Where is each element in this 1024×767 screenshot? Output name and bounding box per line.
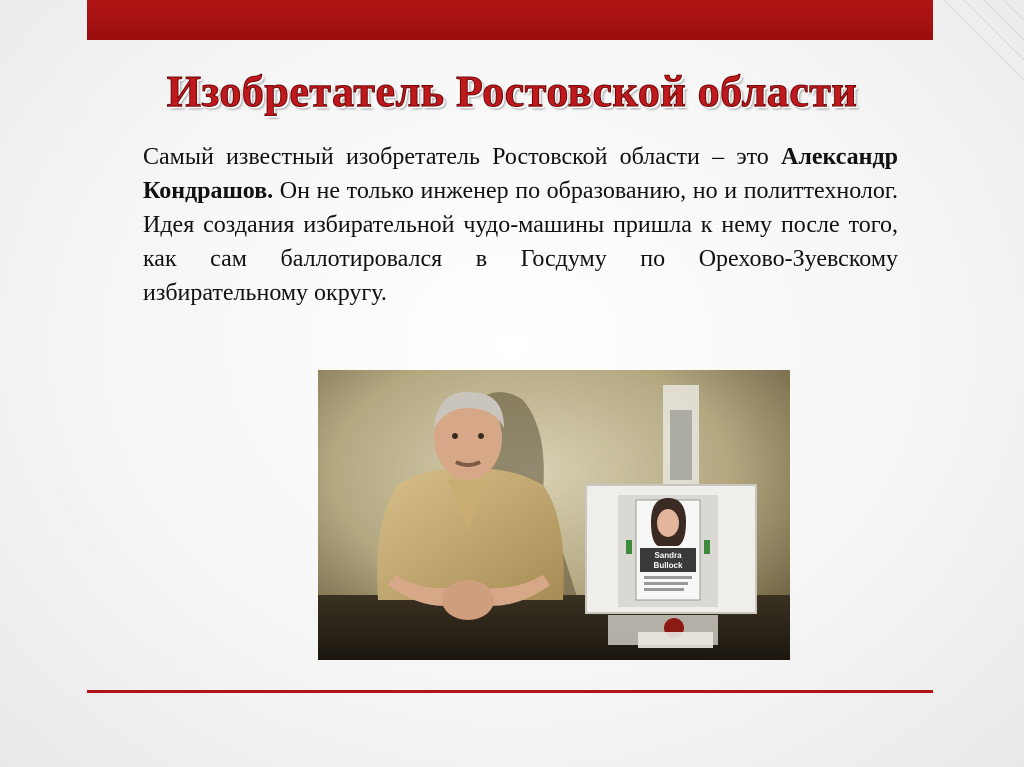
photo-illustration	[318, 370, 790, 660]
top-accent-bar	[87, 0, 933, 40]
card-name-line2: Bullock	[653, 561, 683, 570]
inventor-name: Александр Кондрашов.	[143, 144, 898, 204]
card-name-line1: Sandra	[654, 551, 682, 560]
slide-title: Изобретатель Ростовской области	[166, 67, 858, 116]
paragraph-intro: Самый известный изобретатель Ростовской области – это	[143, 144, 782, 170]
body-paragraph	[143, 140, 898, 310]
inventor-photo	[318, 370, 790, 660]
bottom-accent-line	[87, 690, 933, 693]
paragraph-rest: Он не только инженер по образованию, но и политтехнолог. Идея создания избирательной чудо-машины пришла к нему после того, как сам баллотировался в Госдуму по Орехово-Зуевскому избирательному округу.	[143, 178, 898, 306]
